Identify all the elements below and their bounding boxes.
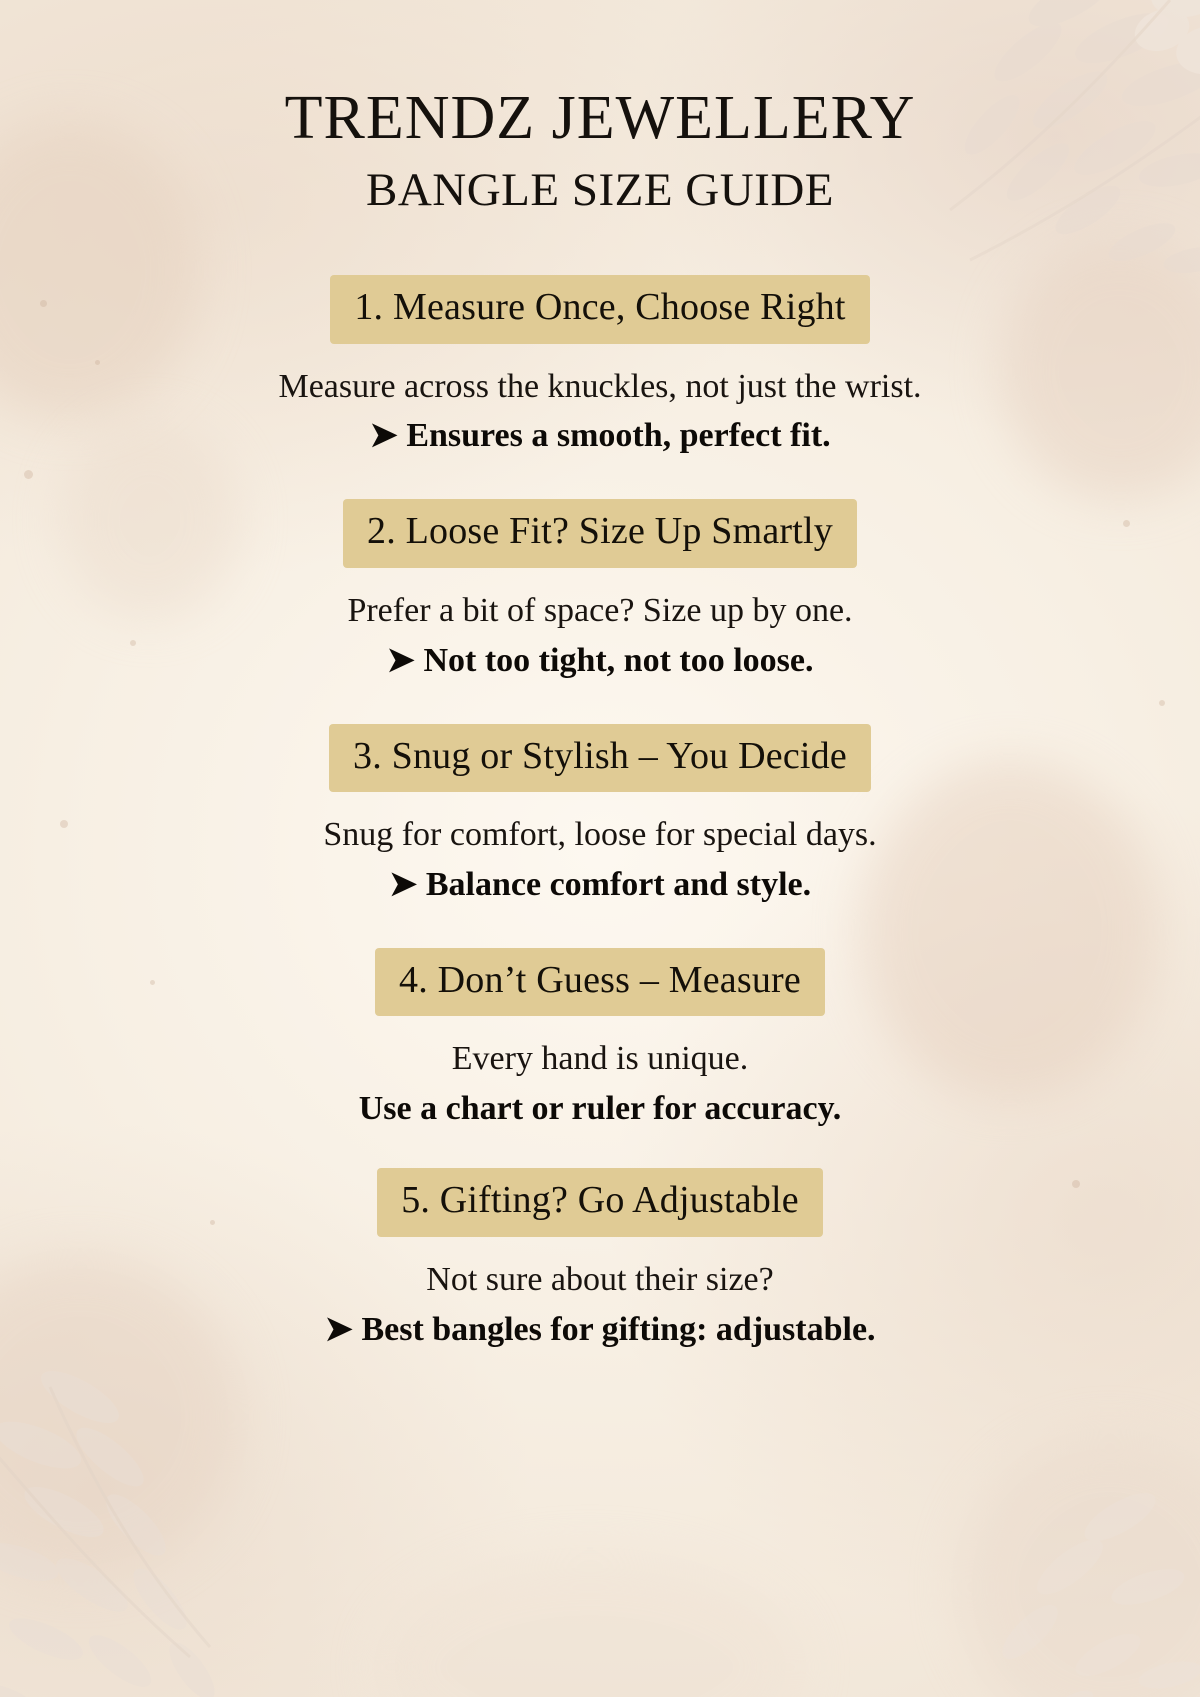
tip-highlight <box>0 862 1200 908</box>
tip-highlight <box>0 413 1200 459</box>
tip-heading: 5. Gifting? Go Adjustable <box>377 1168 823 1237</box>
tip-description: Not sure about their size? <box>426 1260 774 1298</box>
tip-heading: 3. Snug or Stylish – You Decide <box>329 724 871 793</box>
tip-highlight <box>0 1307 1200 1353</box>
tip-heading: 4. Don’t Guess – Measure <box>375 948 825 1017</box>
tip-item <box>0 724 1200 908</box>
tip-item <box>0 499 1200 683</box>
arrow-icon: ➤ <box>386 641 415 679</box>
tip-description: Every hand is unique. <box>451 1040 749 1078</box>
floral-leaf-decoration-icon <box>880 1457 1200 1697</box>
tip-highlight-text: Not too tight, not too loose. <box>423 641 814 679</box>
tip-highlight <box>0 638 1200 684</box>
tip-item <box>0 948 1200 1132</box>
tip-description: Prefer a bit of space? Size up by one. <box>347 591 853 629</box>
page-title: BANGLE SIZE GUIDE <box>366 164 834 217</box>
tip-heading: 1. Measure Once, Choose Right <box>330 275 869 344</box>
tip-highlight-text: Balance comfort and style. <box>425 866 812 904</box>
tip-highlight-text: Use a chart or ruler for accuracy. <box>358 1090 842 1128</box>
tip-item <box>0 1168 1200 1352</box>
arrow-icon: ➤ <box>369 417 398 455</box>
tip-description: Measure across the knuckles, not just the wrist. <box>278 367 922 405</box>
tip-highlight-text: Ensures a smooth, perfect fit. <box>406 417 831 455</box>
tip-highlight <box>0 1086 1200 1132</box>
arrow-icon: ➤ <box>388 866 418 904</box>
floral-leaf-decoration-icon <box>0 1327 380 1697</box>
brand-title: TRENDZ JEWELLERY <box>284 84 916 152</box>
arrow-icon: ➤ <box>324 1310 353 1348</box>
watercolor-blotch <box>380 1557 800 1697</box>
tip-description: Snug for comfort, loose for special days. <box>323 816 877 854</box>
tip-item <box>0 275 1200 459</box>
tip-heading: 2. Loose Fit? Size Up Smartly <box>343 499 857 568</box>
tip-highlight-text: Best bangles for gifting: adjustable. <box>361 1310 876 1348</box>
